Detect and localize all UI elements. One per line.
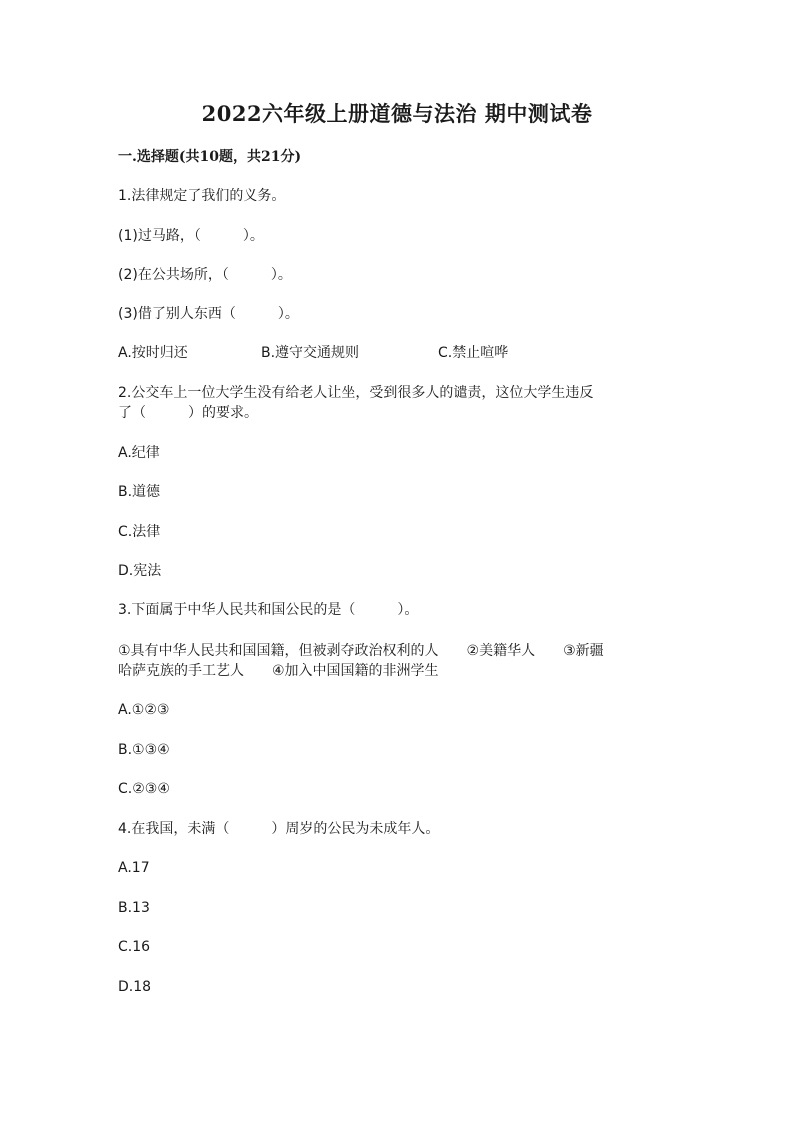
q3-items-line1: ①具有中华人民共和国国籍，但被剥夺政治权利的人 ②美籍华人 ③新疆 xyxy=(118,643,604,659)
q2-stem-line1: 2.公交车上一位大学生没有给老人让坐，受到很多人的谴责，这位大学生违反 xyxy=(118,385,594,401)
q4-option-d: D.18 xyxy=(118,979,152,995)
q4-option-b: B.13 xyxy=(118,900,150,916)
q2-option-d: D.宪法 xyxy=(118,563,162,579)
q1-sub3: (3)借了别人东西（ ）。 xyxy=(118,306,299,322)
q3-stem: 3.下面属于中华人民共和国公民的是（ ）。 xyxy=(118,602,419,618)
q1-sub2: (2)在公共场所，（ ）。 xyxy=(118,267,292,283)
q4-option-a: A.17 xyxy=(118,860,150,876)
q4-stem: 4.在我国，未满（ ）周岁的公民为未成年人。 xyxy=(118,821,440,837)
q1-options xyxy=(118,343,508,363)
q3-option-a: A.①②③ xyxy=(118,702,170,718)
q1-stem: 1.法律规定了我们的义务。 xyxy=(118,188,286,204)
q3-option-c: C.②③④ xyxy=(118,781,170,797)
q2-option-c: C.法律 xyxy=(118,524,161,540)
q1-option-a: A.按时归还 xyxy=(118,345,188,361)
q3-option-b: B.①③④ xyxy=(118,742,170,758)
q2-stem-line2: 了（ ）的要求。 xyxy=(118,405,258,421)
q4-option-c: C.16 xyxy=(118,939,151,955)
q2-option-b: B.道德 xyxy=(118,484,161,500)
q1-sub1: (1)过马路，（ ）。 xyxy=(118,228,264,244)
q2-option-a: A.纪律 xyxy=(118,445,160,461)
q1-option-b: B.遵守交通规则 xyxy=(261,345,360,361)
exam-title: 2022六年级上册道德与法治 期中测试卷 xyxy=(201,101,593,126)
q1-option-c: C.禁止喧哗 xyxy=(438,345,509,361)
section-heading: 一.选择题(共10题，共21分) xyxy=(118,149,302,165)
q3-items-line2: 哈萨克族的手工艺人 ④加入中国国籍的非洲学生 xyxy=(118,663,439,679)
